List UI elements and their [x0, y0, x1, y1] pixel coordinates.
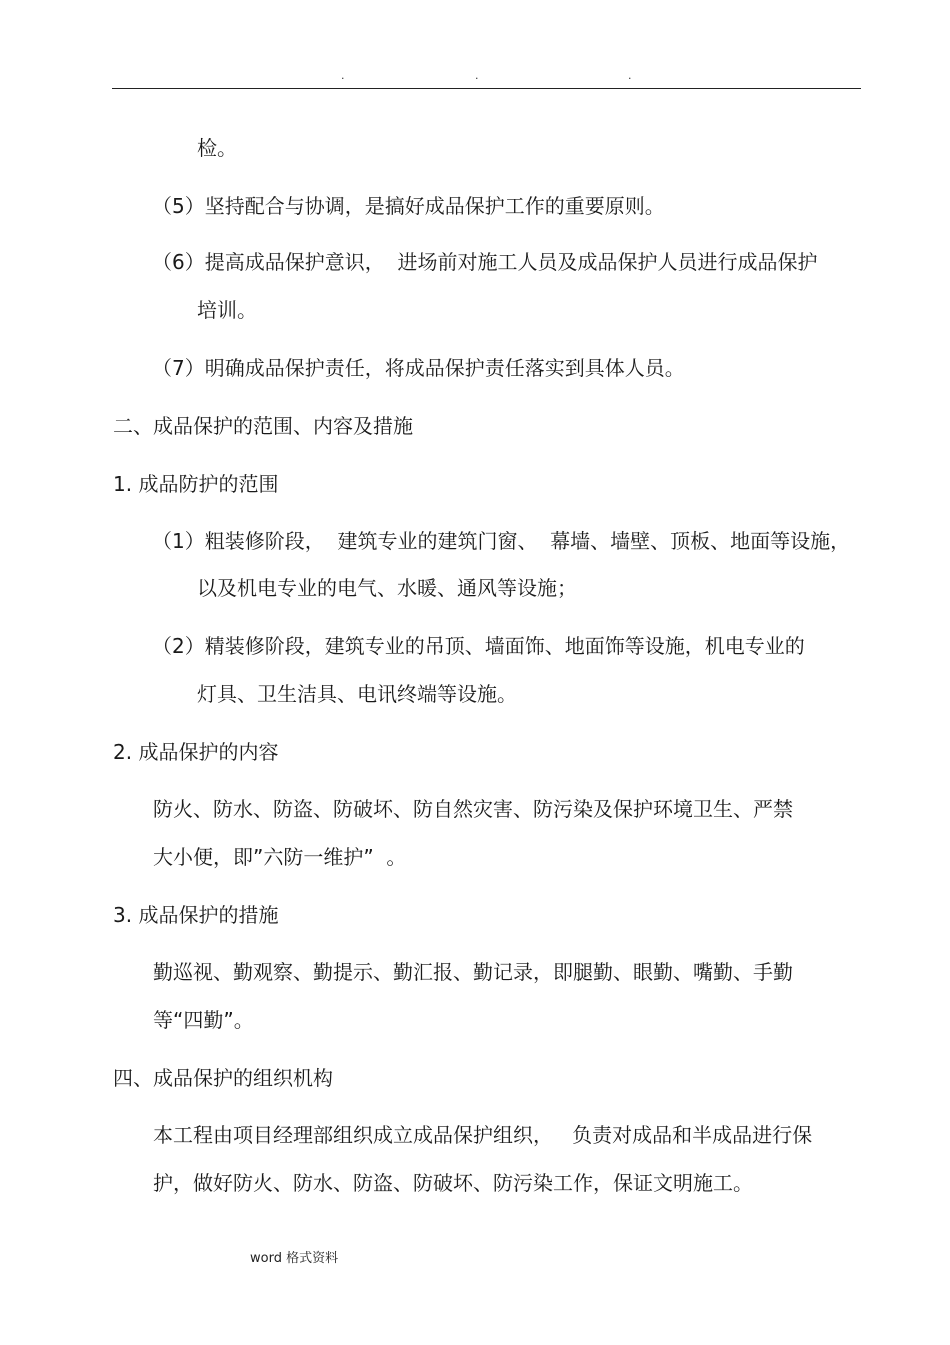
header-dot: .: [475, 69, 479, 82]
section-heading-2: 二、成品保护的范围、内容及措施: [113, 414, 413, 438]
subsection-heading-1: 1. 成品防护的范围: [113, 472, 279, 496]
content-paragraph-continuation: 大小便，即”六防一维护” 。: [153, 845, 407, 869]
header-dot: .: [341, 69, 345, 82]
scope-item-1-continuation: 以及机电专业的电气、水暖、通风等设施；: [197, 576, 577, 600]
subsection-heading-2: 2. 成品保护的内容: [113, 740, 279, 764]
organization-paragraph: 本工程由项目经理部组织成立成品保护组织， 负责对成品和半成品进行保: [153, 1123, 813, 1147]
header-dot: .: [628, 69, 632, 82]
subsection-heading-3: 3. 成品保护的措施: [113, 903, 279, 927]
list-item-5: （5）坚持配合与协调，是搞好成品保护工作的重要原则。: [152, 194, 665, 218]
list-item-7: （7）明确成品保护责任，将成品保护责任落实到具体人员。: [152, 356, 685, 380]
measures-paragraph-continuation: 等“四勤”。: [153, 1008, 254, 1032]
header-dots: [0, 70, 950, 82]
scope-item-2: （2）精装修阶段，建筑专业的吊顶、墙面饰、地面饰等设施，机电专业的: [152, 634, 805, 658]
scope-item-1: （1）粗装修阶段， 建筑专业的建筑门窗、 幕墙、墙壁、顶板、地面等设施，: [152, 529, 851, 553]
content-paragraph: 防火、防水、防盗、防破坏、防自然灾害、防污染及保护环境卫生、严禁: [153, 797, 793, 821]
list-item-6-continuation: 培训。: [197, 298, 257, 322]
measures-paragraph: 勤巡视、勤观察、勤提示、勤汇报、勤记录，即腿勤、眼勤、嘴勤、手勤: [153, 960, 793, 984]
footer-label: word 格式资料: [250, 1251, 339, 1266]
header-rule: [112, 88, 861, 89]
scope-item-2-continuation: 灯具、卫生洁具、电讯终端等设施。: [197, 682, 517, 706]
organization-paragraph-continuation: 护，做好防火、防水、防盗、防破坏、防污染工作，保证文明施工。: [153, 1171, 753, 1195]
paragraph-continuation: 检。: [197, 136, 237, 160]
section-heading-4: 四、成品保护的组织机构: [113, 1066, 333, 1090]
list-item-6: （6）提高成品保护意识， 进场前对施工人员及成品保护人员进行成品保护: [152, 250, 818, 274]
